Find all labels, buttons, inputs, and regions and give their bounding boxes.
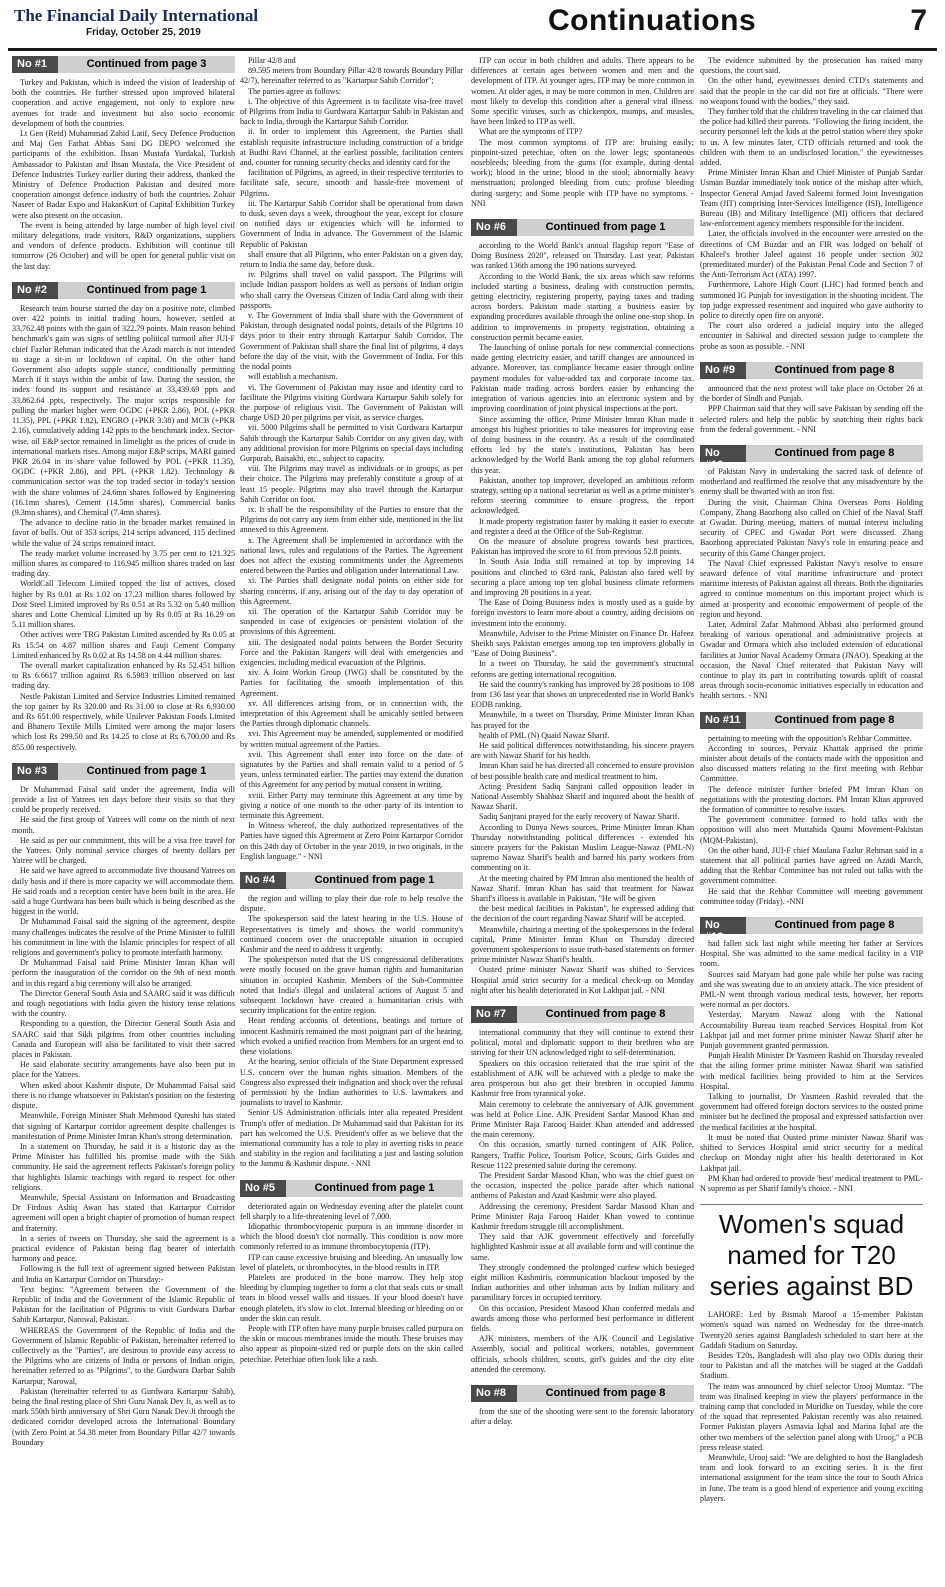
story-paragraph: Imran Khan said he has directed all concerned to ensure provision of best possible health care and medical treatment to him. xyxy=(471,761,694,781)
story-paragraph: He said political differences notwithstanding, his sincere prayers are with Nawaz Sharif for his health. xyxy=(471,741,694,761)
story-paragraph: according to the World Bank's annual flagship report "Ease of Doing Business 2020", released on Thursday. Last year, Pakistan was ranked 136th among the 190 nations surveyed. xyxy=(471,241,694,271)
story-paragraph: Later, Admiral Zafar Mahmood Abbasi also performed ground breaking of various operational and administrative projects at Gwadar and Ormara which also included extension of educational facilities at Junior Naval Academy Ormara (JNAO). Speaking at the occasion, the Naval Chief reiterated that Pakistan Navy will continue to play its part in contributing towards uplift of coastal areas through socio-economic initiatives especially in education and health sectors. - NNI xyxy=(700,619,923,701)
story-paragraph: v. The Government of India shall share with the Government of Pakistan, through designated nodal points, details of the Pilgrims 10 days prior to their entry through Kartarpur Sahib Corridor. The Government of Pakistan shall share the final list of pilgrims, 4 days before the day of the visit, with the Government of India. For this the nodal points xyxy=(240,311,463,372)
story-paragraph: In a statement on Thursday, he said it is a historic day as the Prime Minister has fulfilled his promise made with the Sikh community. He said the agreement reflects Pakistan's foreign policy that highlights Islamic teachings with regard to respect for other religions. xyxy=(12,1141,235,1192)
feature-paragraph: Besides T20s, Bangladesh will also play two ODIs during their tour to Pakistan and all the matches will be staged at the Gaddafi Stadium. xyxy=(700,1350,923,1381)
section-title: Continuations xyxy=(548,4,757,37)
continued-label: Continued from page 8 xyxy=(746,362,923,379)
continued-label: Continued from page 8 xyxy=(746,445,923,462)
story-paragraph: Heart rending accounts of detentions, beatings and torture of innocent Kashmiris remained the most poignant part of the hearing, which evoked a unified reaction from Members for an urgent end to these violations. xyxy=(240,1016,463,1057)
story xyxy=(471,1385,694,1427)
story-number: No #10 xyxy=(700,445,746,462)
story-paragraph: He said the country's ranking has improved by 28 positions to 108 from 136 last year that shows an unprecedented rise in World Bank's EODB ranking. xyxy=(471,679,694,710)
story-paragraph: Dr Muhammad Faisal said the signing of the agreement, despite many challenges indicates the resolve of the Prime Minister to fulfill his commitment in line with the Islamic principles for respect of all religions and government's policy to promote interfaith harmony. xyxy=(12,917,235,958)
story-paragraph: He said we have agreed to accommodate five thousand Yatrees on daily basis and if there is more capacity we will accommodate them. He said roads and a reception center have been built in the area. He said a huge Gurdwara has been built which is being described as the biggest in the world. xyxy=(12,866,235,917)
story-paragraph: ITP can occur in both children and adults. There appears to be differences at certain ages between women and men and the development of ITP. At younger ages, ITP may be more common in women. At older ages, it may be more common in men. Children are most likely to develop this condition after a general viral illness. Some specific viruses, such as chickenpox, mumps, and measles, have been linked to ITP as well. xyxy=(471,56,694,127)
story xyxy=(700,56,923,352)
story-paragraph: The event is being attended by large number of high level civil military delegations, trade visitors, R&D organizations, suppliers and vendors of defence products. Exhibition will continue till tomorrow (26 October) and will be open for general public visit on the last day. xyxy=(12,220,235,271)
story-paragraph: The Director General South Asia and SAARC said it was difficult and tough negotiations with India given the history tense relations with the country. xyxy=(12,988,235,1019)
story-paragraph: xvi. This Agreement may be amended, supplemented or modified by written mutual agreement of the Parties. xyxy=(240,729,463,749)
story-header xyxy=(700,712,923,729)
continued-label: Continued from page 1 xyxy=(286,872,463,889)
column-4 xyxy=(700,56,923,1583)
paper-name: The Financial Daily International xyxy=(14,6,259,25)
story-paragraph: Nestle Pakistan Limited and Service Industries Limited remained the top gainer by Rs 320.00 and Rs 31.00 to close at Rs 6,930.00 and Rs 651.00 respectively, while Unilever Pakistan Foods Limited and Bhanero Textile Mills Limited were among the major losers which lost Rs 299.50 and Rs 14.25 to close at Rs 6,700.00 and Rs 855.00 respectively. xyxy=(12,691,235,752)
story-paragraph: Meanwhile, chairing a meeting of the spokespersons in the federal capital, Prime Minister Imran Khan on Thursday directed government spokespersons to issue truth-based statements on former prime minister Nawaz Sharif's health. xyxy=(471,924,694,965)
issue-date: Friday, October 25, 2019 xyxy=(86,27,201,38)
story-paragraph: 89.595 meters from Boundary Pillar 42/8 towards Boundary Pillar 42/7), hereinafter referred to as "Kartarpur Sahib Corridor"; xyxy=(240,66,463,86)
story-header xyxy=(12,763,235,780)
story-paragraph: Punjab Health Minister Dr Yasmeen Rashid on Thursday revealed that the ailing former prime minister Nawaz Sharif was satisfied with medical facilities being provided to him at the Services Hospital. xyxy=(700,1051,923,1091)
story-paragraph: Speakers on this occasion reiterated that the true spirit of the establishment of AJK will be achieved with a pledge to make the area prosperous but also get their brethren in occupied Jammu Kashmir free from tyrannical yoke. xyxy=(471,1058,694,1099)
story-paragraph: WHEREAS the Government of the Republic of India and the Government of Islamic Republic of Pakistan, hereinafter referred to collectively as the "Parties", are desirous to provide easy access to the Pilgrims who are citizens of India or persons of Indian origin, hereinafter referred to as "Pilgrims", to the Gurdwara Darbar Sahib Kartarpur, Narowal, xyxy=(12,1325,235,1386)
story-paragraph: People with ITP often have many purple bruises called purpura on the skin or mucous membranes inside the mouth. These bruises may also appear as pinpoint-sized red or purple dots on the skin called petechiae. Petechiae often look like a rash. xyxy=(240,1323,463,1364)
story-paragraph: The spokesperson said the latest hearing in the U.S. House of Representatives is timely and shows the world community's continued concern over the unacceptable situation in occupied Kashmir and the need to address it urgently. xyxy=(240,914,463,955)
story-paragraph: Since assuming the office, Prime Minister Imran Khan made it amongst his highest priorities to take measures for improving ease of doing business in the country. As a result of the coordinated efforts led by the state's institutions, Pakistan has been acknowledged by the World Bank among the top global reformers this year. xyxy=(471,414,694,475)
column-2 xyxy=(240,56,463,1583)
story-number: No #12 xyxy=(700,917,746,934)
story-header xyxy=(700,362,923,379)
story-paragraph: They said that AJK government effectively and forcefully highlighted Kashmir issue at all available form and will continue the same. xyxy=(471,1232,694,1262)
story-paragraph: On the other hand, eyewitnesses denied CTD's statements and said that the people in the car did not fire at officials. "There were no weapons found with the bodies," they said. xyxy=(700,76,923,106)
story-paragraph: x. The Agreement shall be implemented in accordance with the national laws, rules and regulations of the Parties. The Agreement does not affect the existing commitments under the Agreements entered between the Parties and obligation under International Law. xyxy=(240,535,463,576)
story-paragraph: ix. It shall be the responsibility of the Parties to ensure that the Pilgrims do not carry any item from either side, mentioned in the list annexed to this Agreement. xyxy=(240,504,463,535)
story-paragraph: xviii. Either Party may terminate this Agreement at any time by giving a notice of one month to the other party of its intention to terminate this Agreement. xyxy=(240,790,463,821)
story-paragraph: At the hearing, senior officials of the State Department expressed U.S. concern over the human rights situation. Members of the Congress also expressed their indignation and shock over the refusal of permission by the Indian authorities to U.S. lawmakers and journalists to travel to Kashmir. xyxy=(240,1057,463,1108)
story-paragraph: Ousted prime minister Nawaz Sharif was shifted to Services Hospital amid strict security for a medical check-up on Monday night after his health deteriorated in Kot Lakhpat jail. - NNI xyxy=(471,965,694,995)
story-paragraph: On the other hand, JUI-F chief Maulana Fazlur Rehman said in a statement that all political parties have agreed on Azadi March, adding that the Rehbar Committee has not ruled out talks with the government committee. xyxy=(700,845,923,886)
story-paragraph: Sources said Maryam had gone pale while her pulse was racing and she was sweating due to an anxiety attack. The vice president of PML-N went through various medical tests, however, her reports were normal as per doctors. xyxy=(700,969,923,1010)
story-paragraph: During the visit, Chairman China Overseas Ports Holding Company, Zhang Baozhong also called on Chief of the Naval Staff at Gwadar. During meeting, matters of mutual interest including security of CPEC and Gwadar Port were discussed. Zhang Baozhong appreciated Pakistan Navy's role in ensuring peace and security of this Game Changer project. xyxy=(700,497,923,558)
story-paragraph: Turkey and Pakistan, which is indeed the vision of leadership of both the countries. He further stressed upon improved bilateral cooperation and active engagement, not only to explore new avenues for trade and investment but also socio economic development of both the countries. xyxy=(12,78,235,128)
story xyxy=(240,56,463,862)
story-number: No #5 xyxy=(240,1180,286,1197)
story-paragraph: The parties agree as follows: xyxy=(248,86,342,96)
story-paragraph: According to Dunya News sources, Prime Minister Imran Khan Thursday notwithstanding political differences - extended his sincere prayers for the Pakistan Muslim League-Nawaz (PML-N) supremo Nawaz Sharif's health and barred his party workers from commenting on it. xyxy=(471,822,694,873)
story-paragraph: In a series of tweets on Thursday, she said the agreement is a practical evidence of Pakistan being flag bearer of interfaith harmony and peace. xyxy=(12,1233,235,1264)
story xyxy=(471,219,694,996)
story-paragraph: The court also ordered a judicial inquiry into the alleged encounter in Sahiwal and directed session judge to complete the probe as soon as possible. - NNI xyxy=(700,321,923,351)
story-number: No #4 xyxy=(240,872,286,889)
story-paragraph: the best medical facilities in Pakistan", he expressed adding that the decision of the court regarding Nawaz Sharif will be accepted. xyxy=(471,904,694,924)
story-paragraph: When asked about Kashmir dispute, Dr Muhammad Faisal said there is no change whatsoever in Pakistan's position on the festering dispute. xyxy=(12,1080,235,1111)
story-paragraph: In South Asia India still remained at top by improving 14 positions and clinched to 63rd rank, Pakistan also fared well by securing a place among top ten global business climate reformers and improving 28 positions in a year. xyxy=(471,557,694,597)
story-paragraph: ii. In order to implement this Agreement, the Parties shall establish requisite infrastructure including construction of a bridge at Budhi Ravi Channel, at the earliest possible, facilitation centers and, counter for running security checks and identity card for the xyxy=(240,127,463,168)
story xyxy=(700,362,923,435)
story-paragraph: pertaining to meeting with the opposition's Rehbar Committee. xyxy=(708,733,912,743)
story-header xyxy=(471,1006,694,1023)
story-paragraph: Research team bourse started the day on a positive note, climbed over 422 points in initial trading hours, however, settled at 33,762.48 points with the gain of 322.79 points. Main reason behind benchmark's gain was signs of settling political turmoil after JUI-F chief Fazlur Rehman indicated that the Azadi march is not intended to stage a sit-in or lockdown of capital. On the other hand Government also adopts supple stance, conditionally permitting March if it stays within the ambit of law. During the session, the index found its support and resistance at 33,439.69 ppts and 33,862.64 ppts, respectively. The major scrips responsible for pulling the market higher were OGDC (+PKR 2.86), POL (+PKR 11.35), PPL (+PKR 1.82), ENGRO (+PKR 3.38) and MCB (+PKR 2.16), cumulatively adding 142 ppts to the benchmark index. Sector-wise, oil E&P sector remained in limelight as the prices of crude in international markets rises. Among major E&P scrips, MARI gained PKR 26.04 in its share value followed by POL (+PKR 11.35), OGDC (+PKR 2.86), and PPL (+PKR 1.82). Technology & communication sector was the top traded sector in today's session with the share volumes of 24.6mn shares followed by Engineering (16.1mn shares), Cement (14.5mn shares), Commercial banks (9.3mn shares), and Chemical (7.4mn shares). xyxy=(12,303,235,517)
column-1 xyxy=(12,56,235,1583)
story-paragraph: Dr Muhammad Faisal said Prime Minister Imran Khan will perform the inauguration of the corridor on the 9th of next month and in this regard a big ceremony will also be arranged. xyxy=(12,958,235,988)
story-paragraph: vii. 5000 Pilgrims shall be permitted to visit Gurdwara Kartarpur Sahib through the Kartarpur Sahib Corridor on any given day, with any additional provision for more Pilgrims on special days including Gurpurab, Baisakhi, etc., subject to capacity. xyxy=(240,423,463,463)
story xyxy=(471,1006,694,1375)
story-paragraph: the region and willing to play their due role to help resolve the dispute. xyxy=(240,894,463,914)
story-paragraph: The advance to decline ratio in the broader market remained in favor of bulls. Out of 353 scrips, 214 scrips advanced, 115 declined while the value of 24 scrips remained intact. xyxy=(12,518,235,548)
story-paragraph: What are the symptoms of ITP? xyxy=(479,127,583,137)
story-paragraph: The ready market volume increased by 3.75 per cent to 121.325 million shares as compared to 116.945 million shares traded on last trading day. xyxy=(12,548,235,579)
continued-label: Continued from page 8 xyxy=(746,917,923,934)
story xyxy=(240,872,463,1169)
story-paragraph: Meanwhile, in a tweet on Thursday, Prime Minister Imran Khan has prayed for the xyxy=(471,710,694,730)
story-paragraph: shall ensure that all Pilgrims, who enter Pakistan on a given day, return to India the same day, before dusk. xyxy=(240,249,463,270)
story-header xyxy=(700,445,923,471)
story-paragraph: He said as per our commitment, this will be a visa free travel for the Yatrees. Only nominal service charges of twenty dollars per Yatree will be charged. xyxy=(12,835,235,866)
story-paragraph: Responding to a question, the Director General South Asia and SAARC said that Sikh pilgrims from other countries including Canada and European will also be facilitated to visit their sacred places in Pakistan. xyxy=(12,1019,235,1060)
story-paragraph: Other actives were TRG Pakistan Limited ascended by Rs 0.05 at Rs 15.54 on 4.87 million shares and Fauji Cement Company Limited enhanced by Rs 0.02 at Rs 14.58 on 4.44 million shares. xyxy=(12,630,235,660)
story-paragraph: Talking to journalist, Dr Yasmeen Rashid revealed that the government had offered foreign doctors services to the ousted prime minister but he declined the proposal and expressed satisfaction over the medical facilities at the hospital. xyxy=(700,1092,923,1132)
story-paragraph: The launching of online portals for new commercial connections made getting electricity easier, and tariff changes are announced in advance. Moreover, tax compliance became easier through online payment modules for value-added tax and corporate income tax. Pakistan made trading across borders easier by enhancing the integration of various agencies into an electronic system and by improving coordination of joint physical inspections at the port. xyxy=(471,343,694,414)
story-paragraph: ITP can cause excessive bruising and bleeding. An unusually low level of platelets, or thrombocytes, in the blood results in ITP. xyxy=(240,1252,463,1272)
story-paragraph: Acting President Sadiq Sanjrani called opposition leader in National Assembly Shahbaz Sharif and inquired about the health of Nawaz Sharif. xyxy=(471,781,694,812)
story-paragraph: It made property registration faster by making it easier to execute and register a deed at the Office of the Sub-Registrar. xyxy=(471,516,694,536)
story-paragraph: According to the World Bank, the six areas which saw reforms included starting a business, dealing with construction permits, getting electricity, registering property, paying taxes and trading across borders. Pakistan made starting a business easier by expanding procedures available through the online one-stop shop. In addition to improvements in property registration, obtaining a construction permit became easier. xyxy=(471,271,694,342)
story-paragraph: According to sources, Pervaiz Khattak apprised the prime minister about details of the contacts made with the opposition and also discussed matters relating to the first meeting with Rehbar Committee. xyxy=(700,743,923,784)
story-paragraph: The President Sardar Masood Khan, who was the chief guest on the occasion, inspected the police parade after which national anthems of Pakistan and Azad Kashmir were also played. xyxy=(471,1170,694,1201)
story-number: No #11 xyxy=(700,712,746,729)
story-paragraph: Yesterday, Maryam Nawaz along with the National Accountability Bureau team reached Services Hospital from Kot Lakhpat jail and met former prime minister Nawaz Sharif after he Punjab government granted permission. xyxy=(700,1010,923,1051)
feature-story xyxy=(700,1209,923,1504)
story xyxy=(471,56,694,209)
story-paragraph: Sadiq Sanjrani prayed for the early recovery of Nawaz Sharif. xyxy=(479,812,680,822)
header-rule xyxy=(8,48,937,51)
story-paragraph: viii. The Pilgrims may travel as individuals or in groups, as per their choice. The Pilgrims may preferably constitute a group of at least 15 people. Pilgrims may also travel through the Kartarpur Sahib Corridor on foot. xyxy=(240,464,463,504)
story-paragraph: i. The objective of this Agreement is to facilitate visa-free travel of Pilgrims from India to Gurdwara Kartarpur Sahib in Pakistan and back to India, through the Kartarpur Sahib Corridor. xyxy=(240,96,463,127)
column-4-stories xyxy=(700,56,923,1194)
story-paragraph: Pillar 42/8 and xyxy=(248,56,296,65)
story-paragraph: xi. The Parties shall designate nodal points on either side for sharing concerns, if any, arising out of the day to day operation of this Agreement. xyxy=(240,576,463,606)
story-paragraph: The evidence submitted by the prosecution has raised many questions, the court said. xyxy=(700,56,923,76)
story-paragraph: Pakistan, another top improver, developed an ambitious reform strategy, setting up a national secretariat as well as a prime minister's reform steering committee to ensure progress, the report acknowledged. xyxy=(471,475,694,516)
story-paragraph: international community that they will continue to extend their political, moral and diplomatic support to their brethren who are striving for their UN acknowledged right to self-determination. xyxy=(471,1028,694,1058)
story-number: No #1 xyxy=(12,56,58,73)
story-paragraph: Pakistan (hereinafter referred to as Gurdwara Kartarpur Sahib), being the final resting place of Shri Guru Nanak Dev Ji, as well as to mark 550th birth anniversary of Shri Guru Nanak Dev Ji through the dedicated corridor developed across the International Boundary (with Zero Point at 54.38 meter from Boundary Pillar 42/7 towards Boundary xyxy=(12,1386,235,1447)
story-paragraph: They further told that the children traveling in the car claimed that the police had killed their parents. "Following the firing incident, the security personnel left the kids at the petrol station where they spoke to us. A few minutes later, CTD officials returned and took the children with them to an undisclosed location," the eyewitnesses added. xyxy=(700,107,923,168)
story-paragraph: Meanwhile, Foreign Minister Shah Mehmood Qureshi has stated that signing of Kartarpur corridor agreement despite challenges is manifestation of Prime Minister Imran Khan's strong determination. xyxy=(12,1111,235,1141)
story-paragraph: PPP Chairman said that they will save Pakistan by sending off the selected rulers and help the public by snatching their rights back from the federal government. - NNI xyxy=(700,404,923,434)
continued-label: Continued from page 8 xyxy=(517,1385,694,1402)
story-paragraph: On the measure of absolute progress towards best practices, Pakistan has improved the score to 61 from previous 52.8 points. xyxy=(471,536,694,557)
story-paragraph: xiv. A Joint Workin Group (JWG) shall be constituted by the Parties for facilitating the smooth implementation of this Agreement. xyxy=(240,668,463,698)
story xyxy=(240,1180,463,1365)
story-number: No #9 xyxy=(700,362,746,379)
story-paragraph: from the site of the shooting were sent to the forensic laboratory after a delay. xyxy=(471,1406,694,1427)
story-paragraph: of Pakistan Navy in undertaking the sacred task of defence of motherland and reaffirmed the resolve that any misadventure by the enemy shall be thwarted with an iron fist. xyxy=(700,466,923,497)
feature-paragraph: LAHORE: Led by Bismah Maroof a 15-member Pakistan women's squad was named on Wednesday for the three-match Twenty20 series against Bangladesh scheduled to start here at the Gaddafi Stadium on Saturday. xyxy=(700,1310,923,1350)
story-paragraph: In a tweet on Thursday, he said the government's structural reforms are getting international recognition. xyxy=(471,659,694,679)
story-paragraph: At the meeting chaired by PM Imran also mentioned the health of Nawaz Sharif. Imran Khan has said that treatment for Nawaz Sharif's illness is available in Pakistan. "He will be given xyxy=(471,873,694,904)
story-paragraph: The defence minister further briefed PM Imran Khan on negotiations with the protesting doctors. PM Imran Khan approved the formation of committee to resolve issues. xyxy=(700,784,923,814)
story-paragraph: He said elaborate security arrangements have also been put in place for the Yatrees. xyxy=(12,1060,235,1080)
story-paragraph: He said that the Rehbar Committee will meeting government committee today (Friday). -NNI xyxy=(700,886,923,906)
continued-label: Continued from page 8 xyxy=(746,712,923,729)
story-paragraph: will establish a mechanism. xyxy=(248,372,338,382)
story-header xyxy=(12,56,235,73)
masthead xyxy=(8,4,937,48)
story-header xyxy=(240,872,463,889)
story-paragraph: They strongly condemned the prolonged curfew which besieged eight million Kashmiris, communication blackout imposed by the Indian authorities and other inhuman acts by Indian military and paramilitary forces in occupied territory. xyxy=(471,1262,694,1303)
story-paragraph: Senior US Administration officials inter alia repeated President Trump's offer of mediation. Dr Muhammad said that Pakistan for its part has welcomed the U.S. President's offer as we believe that the international community has a role to play in averting risks to peace and stability in the region and facilitating a just and lasting solution to the Jammu & Kashmir dispute. - NNI xyxy=(240,1108,463,1169)
story-paragraph: The spokesperson noted that the US congressional deliberations were mostly focused on the grave human rights and humanitarian situation in occupied Kashmir. Members of the Sub-Committee noted that India's illegal and unilateral actions of August 5 and subsequent lockdown have created a humanitarian crisis with security implications for the entire region. xyxy=(240,955,463,1016)
story-paragraph: It must be noted that Ousted prime minister Nawaz Sharif was shifted to Services Hospital amid strict security for a medical checkup on Monday night after his health deteriorated in Kot Lakhpat jail. xyxy=(700,1132,923,1173)
story-paragraph: iv. Pilgrims shall travel on valid passport. The Pilgrims will include Indian passport holders as well as persons of Indian origin who shall carry the Overseas Citizen of India Card along with their passports. xyxy=(240,270,463,310)
continued-label: Continued from page 8 xyxy=(517,1006,694,1023)
story-header xyxy=(700,917,923,944)
story-paragraph: deteriorated again on Wednesday evening after the platelet count fell sharply to a life-threatening level of 7,000. xyxy=(240,1201,463,1221)
story-paragraph: The Naval Chief expressed Pakistan Navy's resolve to ensure seaward defence of vital maritime infrastructure and protect maritime interests of Pakistan against all threats. Both the dignitaries agreed to continue momentum on this important project which is aimed at prosperity and economic empowerment of people of the region and beyond. xyxy=(700,558,923,619)
continued-label: Continued from page 1 xyxy=(286,1180,463,1197)
story-paragraph: The most common symptoms of ITP are: bruising easily; pinpoint-sized petechiae, often on the lower legs; spontaneous nosebleeds; bleeding from the gums (for example, during dental work); blood in the urine; blood in the stool; abnormally heavy menstruation; prolonged bleeding from cuts; profuse bleeding during surgery; and Some people with ITP have no symptoms. - NNI xyxy=(471,137,694,208)
story-paragraph: Furthermore, Lahore High Court (LHC) had formed bench and summoned IG Punjab for investigation in the shooting incident. The top judge expressed resentment and inquired who gave authority to police to directly open fire on anyone. xyxy=(700,280,923,321)
story-paragraph: Dr Muhammad Faisal said under the agreement, India will provide a list of Yatrees ten days before their visits so that they could be properly received. xyxy=(12,784,235,815)
story-paragraph: Lt Gen (Retd) Muhammad Zahid Latif, Secy Defence Production and Maj Gen Farhat Abbas Sani DG DEPO welcomed the participants of the exhibition. Ihsan Mustafa Yurdakal, Turkish Ambassador to Pakistan and Ihsan Mustafa, the Vice President of Defence Industries Turkey earlier during their address, thanked the Ministry of Defence Production Pakistan and desired more cooperation amongst defence industry of both the countries. Zohair Naseer of Badar Expo and HakanKurt of Capital Exhibition Turkey were also present on the occasion. xyxy=(12,129,235,220)
story-paragraph: Meanwhile, Special Assistant on Information and Broadcasting Dr Firdous Ashiq Awan has stated that Kartarpur Corridor agreement will open a bright chapter of promotion of human respect and fraternity. xyxy=(12,1192,235,1233)
story-paragraph: facilitation of Pilgrims, as agreed, in their respective territories to facilitate safe, secure, smooth and hassle-free movement of Pilgrims. xyxy=(240,168,463,198)
story-number: No #8 xyxy=(471,1385,517,1402)
story xyxy=(12,282,235,753)
story-paragraph: Meanwhile, Adviser to the Prime Minister on Finance Dr. Hafeez Sheikh says Pakistan emerges among top ten improvers globally in "Ease of Doing Business". xyxy=(471,628,694,659)
story xyxy=(12,763,235,1448)
feature-headline: Women's squad named for T20 series against BD xyxy=(709,1209,914,1302)
story-paragraph: Idiopathic thrombocytopenic purpura is an immune disorder in which the blood doesn't clot normally. This condition is now more commonly referred to as immune thrombocytopenia (ITP). xyxy=(240,1221,463,1252)
story-paragraph: The government committee formed to hold talks with the opposition will also meet Muttahida Qaumi Movement-Pakistan (MQM-Pakistan). xyxy=(700,815,923,845)
story-paragraph: xii. The operation of the Kartarpur Sahib Corridor may be suspended in case of exigencies or persistent violation of the provisions of this Agreement. xyxy=(240,606,463,637)
story-paragraph: xiii. The designated nodal points between the Border Security Force and the Pakistan Rangers will deal with emergencies and exigencies, including medical evacuation of the Pilgrims. xyxy=(240,637,463,667)
story-paragraph: health of PML (N) Quaid Nawaz Sharif. xyxy=(479,730,610,740)
continued-label: Continued from page 3 xyxy=(58,56,235,73)
feature-rule xyxy=(700,1204,923,1205)
continued-label: Continued from page 1 xyxy=(58,282,235,299)
story-paragraph: Main ceremony to celebrate the anniversary of AJK government was held at Police Line. AJK President Sardar Masood Khan and Prime Minister Raja Farooq Haider Khan attended and addressed the main ceremony. xyxy=(471,1099,694,1140)
story-paragraph: xv. All differences arising from, or in connection with, the interpretation of this Agreement shall be amicably settled between the Parties through diplomatic channels. xyxy=(240,698,463,729)
story-paragraph: announced that the next protest will take place on October 26 at the border of Sindh and Punjab. xyxy=(700,383,923,404)
story-paragraph: xvii. This Agreement shall enter into force on the date of signatures by the Parties and shall remain valid to a period of 5 years, unless terminated earlier. The parties may extend the duration of this Agreement for any period by mutual consent in writing. xyxy=(240,749,463,790)
story-paragraph: had fallen sick last night while meeting her father at Services Hospital. She was admitted to the same medical facility in a VIP room. xyxy=(700,939,923,969)
continued-label: Continued from page 1 xyxy=(58,763,235,780)
story-paragraph: Prime Minister Imran Khan and Chief Minister of Punjab Sardar Usman Buzdar immediately took notice of the mishap after which, Inspector General Amjad Javed Saleemi formed Joint Investigation Team (JIT) comprising Inter-Services Intelligence (ISI), Intelligence Bureau (IB) and Military Intelligence (MI) officers that declared law-enforcement agency members responsible for the incident. xyxy=(700,168,923,229)
story-paragraph: Platelets are produced in the bone marrow. They help stop bleeding by clumping together to form a clot that seals cuts or small tears in blood vessel walls and tissues. If your blood doesn't have enough platelets, it's slow to clot. Internal bleeding or bleeding on or under the skin can result. xyxy=(240,1272,463,1323)
story-paragraph: He said the first group of Yatrees will come on the ninth of next month. xyxy=(12,815,235,835)
feature-paragraph: The team was announced by chief selector Urooj Mumtaz. "The team was finalised keeping in view the players' performance in the training camp that concluded in Muridke on Tuesday, while the core of the squad that represented Pakistan recently was also retained. Former Pakistan players Asmavia Iqbal and Marina Iqbal are the other two members of the selection panel along with Urooj," a PCB press release stated. xyxy=(700,1381,923,1452)
story-header xyxy=(240,1180,463,1197)
story-paragraph: On this occasion, smartly turned contingent of AJK Police, Rangers, Traffic Police, Tourism Police, Scouts, Girls Guides and Rescue 1122 presented salute during the ceremony. xyxy=(471,1140,694,1170)
story xyxy=(700,917,923,1194)
story-paragraph: The Ease of Doing Business index is mostly used as a guide by foreign investors to learn more about a country, aiding decisions on investment into the economy. xyxy=(471,598,694,628)
story xyxy=(12,56,235,272)
story-paragraph: vi. The Government of Pakistan may issue and identity card to facilitate the Pilgrims visiting Gurdwara Kartarpur Sahib solely for the purpose of religious visit. The Government of Pakistan will charge USD 20 per pilgrims per visit, as service charges. xyxy=(240,382,463,423)
story-paragraph: On this occasion, President Masood Khan conferred medals and awards among those who performed best performance in different fields. xyxy=(471,1303,694,1333)
story-paragraph: AJK ministers, members of the AJK Council and Legislative Assembly, social and political workers, notables, government officials, schools children, scouts, girl's guides and the city elite attended the ceremony. xyxy=(471,1334,694,1374)
story-number: No #7 xyxy=(471,1006,517,1023)
story-number: No #2 xyxy=(12,282,58,299)
page-number: 7 xyxy=(910,4,927,37)
story-header xyxy=(471,219,694,236)
continued-label: Continued from page 1 xyxy=(517,219,694,236)
story-paragraph: Addressing the ceremony, President Sardar Masood Khan and Prime Minister Raja Farooq Haider Khan vowed to continue Kashmir freedom struggle till accomplishment. xyxy=(471,1201,694,1231)
story xyxy=(700,445,923,702)
story-paragraph: WorldCall Telecom Limited topped the list of actives, closed higher by Rs 0.01 at Rs 1.02 on 17.23 million shares followed by Dost Steel Limited improved by Rs 0.51 at Rs 5.32 on 5.40 million shares and Lotte Chemical Limited up by Rs 0.05 at Rs 16.29 on 5.11 million shares. xyxy=(12,579,235,630)
story-paragraph: PM Khan had ordered to provide 'best' medical treatment to PML-N supremo as per Sharif family's choice. - NNI xyxy=(700,1173,923,1193)
story-paragraph: iii. The Kartarpur Sahib Corridor shall be operational from dawn to dusk, seven days a week, throughout the year, except for closure on notified days or exigencies which will be informed to Government of India in advance. The Government of the Islamic Republic of Pakistan xyxy=(240,198,463,249)
feature-body xyxy=(700,1310,923,1504)
story-header xyxy=(471,1385,694,1402)
story-paragraph: In Witness whereof, the duly authorized representatives of the Parties have signed this Agreement at Zero Point Kartarpur Corridor on this 24th day of October in the year 2019, in two originals, in the English language." - NNI xyxy=(240,821,463,861)
story-paragraph: Following is the full text of agreement signed between Pakistan and India on Kartarpur Corridor on Thursday:- xyxy=(12,1264,235,1284)
story-header xyxy=(12,282,235,299)
column-3 xyxy=(471,56,694,1583)
feature-paragraph: Meanwhile, Urooj said: "We are delighted to host the Bangladesh team and look forward to an exciting series. It is the first international assignment for the team since the tour to South Africa in June. The team is a good blend of experience and young exciting players. xyxy=(700,1452,923,1503)
story-paragraph: Text begins: "Agreement between the Government of the Republic of India and the Government of the Islamic Republic of Pakistan for the facilitation of Pilgrims to visit Gurdwara Darbar Sahib Kartarpur, Narowal, Pakistan. xyxy=(12,1284,235,1325)
story-paragraph: Later, the officials involved in the encounter were arrested on the directions of CM Buzdar and an FIR was lodged on behalf of Khaleel's brother Jaleel against 16 people under section 302 (premeditated murder) of the Pakistan Penal Code and Section 7 of the Anti-Terrorism Act (ATA) 1997. xyxy=(700,229,923,280)
story-number: No #3 xyxy=(12,763,58,780)
story xyxy=(700,712,923,907)
story-number: No #6 xyxy=(471,219,517,236)
story-paragraph: The overall market capitalization enhanced by Rs 52.451 billion to Rs 6.6617 trillion against Rs 6.5983 trillion observed on last trading day. xyxy=(12,660,235,691)
